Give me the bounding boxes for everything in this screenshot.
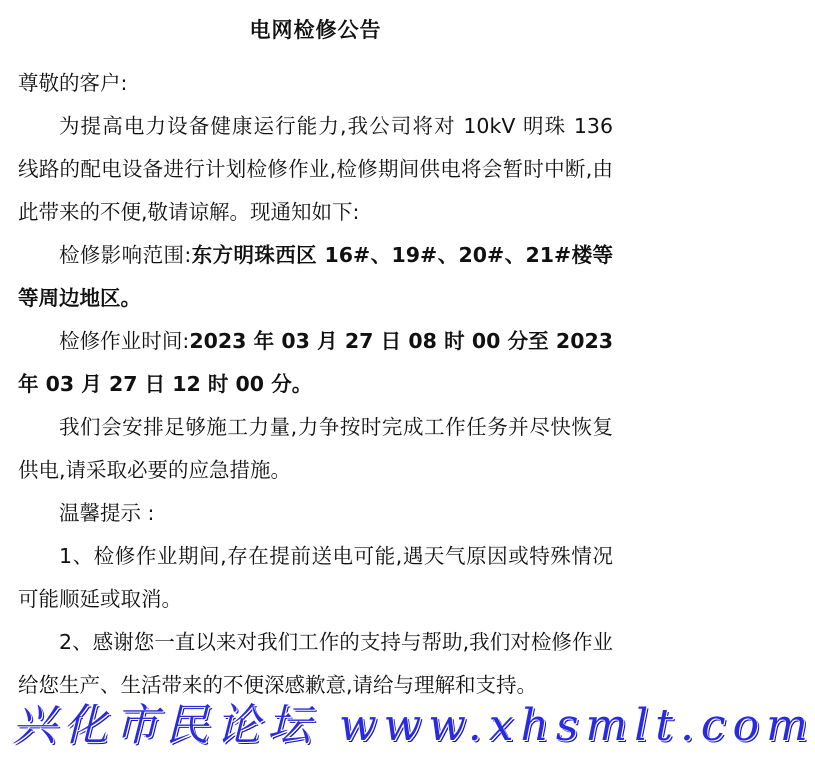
page-title: 电网检修公告 — [249, 18, 382, 42]
salutation: 尊敬的客户: — [18, 71, 128, 95]
tips-heading: 温馨提示 : — [59, 501, 155, 525]
time-value: 2023 年 03 月 27 日 08 时 00 分至 2023 年 03 月 27 日 12 时 00 分。 — [18, 329, 613, 396]
intro-paragraph: 为提高电力设备健康运行能力,我公司将对 10kV 明珠 136 线路的配电设备进行计划检修作业,检修期间供电将会暂时中断,由此带来的不便,敬请谅解。现通知如下: — [18, 114, 613, 224]
time-label: 检修作业时间: — [59, 329, 190, 353]
scope-paragraph — [18, 234, 613, 320]
scope-value: 东方明珠西区 16#、19#、20#、21#楼等等周边地区。 — [18, 243, 613, 310]
tip-item-2: 2、感谢您一直以来对我们工作的支持与帮助,我们对检修作业给您生产、生活带来的不便深感歉意,请给与理解和支持。 — [18, 630, 613, 697]
tip-item-1: 1、检修作业期间,存在提前送电可能,遇天气原因或特殊情况可能顺延或取消。 — [18, 544, 613, 611]
time-paragraph — [18, 320, 613, 406]
arrangement-paragraph: 我们会安排足够施工力量,力争按时完成工作任务并尽快恢复供电,请采取必要的应急措施。 — [18, 415, 613, 482]
scope-label: 检修影响范围: — [59, 243, 192, 267]
forum-watermark: 兴化市民论坛 www.xhsmlt.com — [12, 700, 815, 751]
